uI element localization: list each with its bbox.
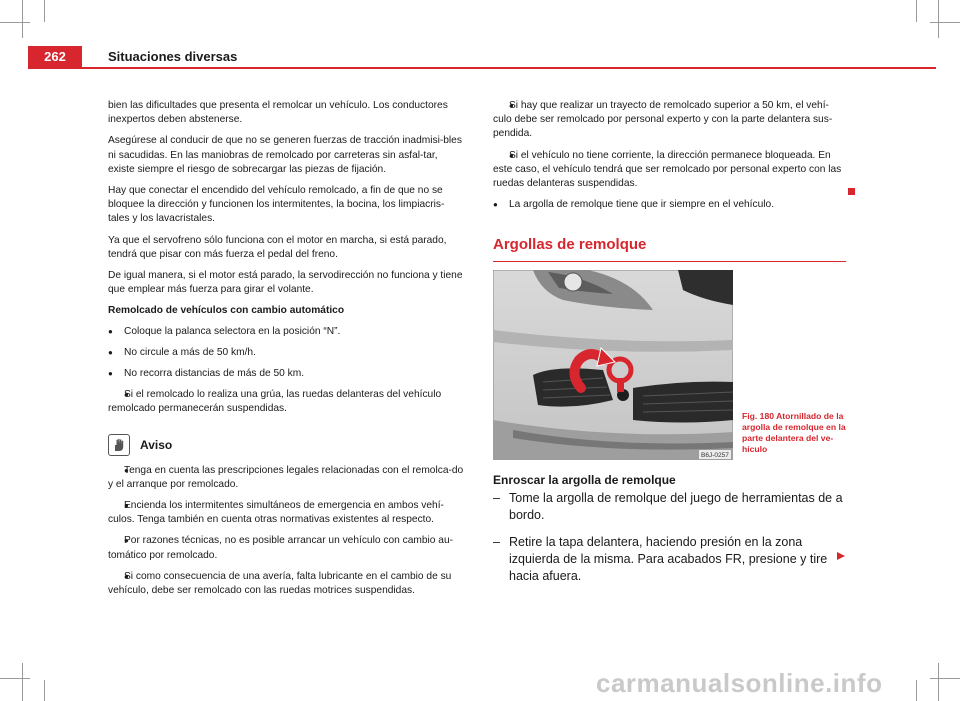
list-item: ● Coloque la palanca selectora en la posición “N”.	[108, 325, 464, 339]
crop-mark	[938, 663, 939, 701]
crop-mark	[938, 0, 939, 38]
crop-mark	[916, 680, 917, 701]
crop-mark	[916, 0, 917, 22]
aviso-header	[108, 434, 464, 456]
procedure-heading: Enroscar la argolla de remolque	[493, 473, 676, 487]
right-column	[493, 99, 845, 219]
section-heading: Argollas de remolque	[493, 236, 846, 262]
subheading: Remolcado de vehículos con cambio automático	[108, 305, 345, 317]
step-text: Retire la tapa delantera, haciendo presión en la zona izquierda de la misma. Para acabados FR, presione y tire hacia afuera.	[509, 535, 828, 583]
list-item: ● Por razones técnicas, no es posible arrancar un vehículo con cambio au-tomático por remolcado.	[108, 534, 464, 562]
list-item: ● Si el vehículo no tiene corriente, la dirección permanece bloqueada. En este caso, el vehículo tendrá que ser remolcado por personal experto con las ruedas delanteras suspendidas.	[493, 149, 845, 192]
crop-mark	[44, 0, 45, 22]
list-item: ● Si el remolcado lo realiza una grúa, las ruedas delanteras del vehículo remolcado permanecerán suspendidas.	[108, 388, 464, 416]
procedure-steps	[493, 490, 845, 595]
list-item: ● Encienda los intermitentes simultáneos de emergencia en ambos vehí-culos. Tenga también en cuenta otras normativas existentes al respecto.	[108, 499, 464, 527]
header-rule	[28, 67, 936, 69]
page-number: 262	[28, 46, 82, 68]
crop-mark	[0, 678, 30, 679]
section-title: Situaciones diversas	[108, 49, 238, 64]
continue-arrow-icon	[836, 548, 846, 566]
crop-mark	[930, 22, 960, 23]
step-item	[493, 490, 845, 524]
list-item: ● No circule a más de 50 km/h.	[108, 346, 464, 360]
figure-code: B6J-0257	[701, 452, 729, 459]
info-hand-icon	[108, 434, 130, 456]
list-item: ● Si hay que realizar un trayecto de remolcado superior a 50 km, el vehí-culo debe ser remolcado por personal experto y con la parte delantera sus-pendida.	[493, 99, 845, 142]
crop-mark	[22, 663, 23, 701]
crop-mark	[930, 678, 960, 679]
crop-mark	[0, 22, 30, 23]
list-item: ● Si como consecuencia de una avería, falta lubricante en el cambio de su vehículo, debe ser remolcado con las ruedas motrices suspendidas.	[108, 570, 464, 598]
figure-tow-hook	[493, 270, 733, 460]
paragraph: Ya que el servofreno sólo funciona con el motor en marcha, si está parado, tendrá que pisar con más fuerza el pedal del freno.	[108, 234, 447, 260]
paragraph: bien las dificultades que presenta el remolcar un vehículo. Los conductores inexpertos deben abstenerse.	[108, 100, 448, 126]
list-item: ● No recorra distancias de más de 50 km.	[108, 367, 464, 381]
dash: –	[493, 491, 500, 505]
car-front-illustration	[493, 270, 733, 460]
list-item: ● Tenga en cuenta las prescripciones legales relacionadas con el remolca-do y el arranque por remolcado.	[108, 464, 464, 492]
paragraph: Asegúrese al conducir de que no se generen fuerzas de tracción inadmisi-bles ni sacudidas. En las maniobras de remolcado por carreteras sin asfal-tar, existe siempre el riesgo de sobrecargar las piezas de fijación.	[108, 135, 462, 175]
step-text: Tome la argolla de remolque del juego de herramientas de a bordo.	[509, 491, 843, 522]
crop-mark	[22, 0, 23, 38]
list-item: ● La argolla de remolque tiene que ir siempre en el vehículo.	[493, 198, 845, 212]
crop-mark	[44, 680, 45, 701]
dash: –	[493, 535, 500, 549]
watermark: carmanualsonline.info	[596, 668, 883, 698]
paragraph: De igual manera, si el motor está parado, la servodirección no funciona y tiene que emplear más fuerza para girar el volante.	[108, 270, 463, 296]
end-of-section-marker	[848, 188, 855, 195]
aviso-label: Aviso	[140, 437, 173, 452]
left-column	[108, 99, 464, 605]
step-item	[493, 534, 845, 585]
paragraph: Hay que conectar el encendido del vehículo remolcado, a fin de que no se bloquee la dirección y funcionen los intermitentes, la bocina, los limpiacris-tales y los lavacristales.	[108, 185, 445, 225]
figure-caption: Fig. 180 Atornillado de la argolla de remolque en la parte delantera del ve-hículo	[742, 411, 846, 454]
